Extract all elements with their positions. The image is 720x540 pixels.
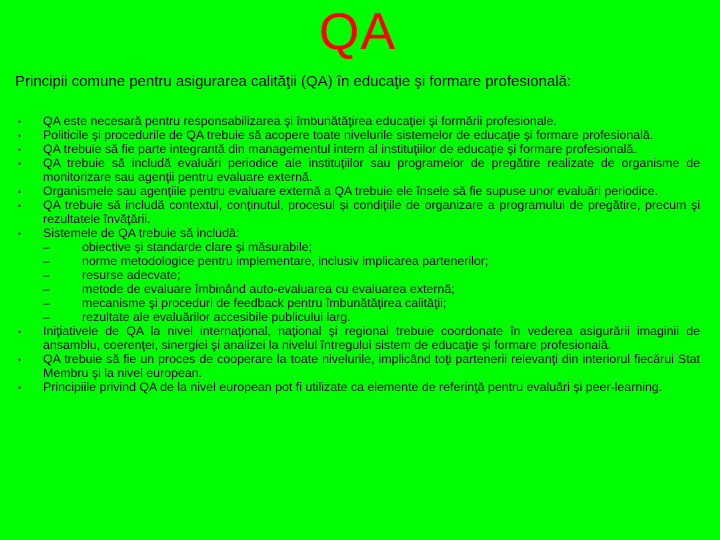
sub-list (43, 240, 700, 324)
sub-list-item-text: mecanisme şi proceduri de feedback pentru îmbunătăţirea calităţii; (82, 296, 447, 310)
bullet-icon: • (18, 131, 22, 141)
sub-list-item-text: resurse adecvate; (82, 268, 181, 282)
list-item (0, 184, 720, 198)
sub-list-item-text: norme metodologice pentru implementare, inclusiv implicarea partenerilor; (82, 254, 489, 268)
list-item (0, 128, 720, 142)
list-item-text: QA este necesară pentru responsabilizarea şi îmbunătăţirea educaţiei şi formării profesionale. (43, 114, 557, 128)
list-item (0, 156, 720, 184)
sub-list-item (43, 296, 700, 310)
list-item-text: QA trebuie să includă contextul, conţinutul, procesul şi condiţiile de organizare a programului de pregătire, precum şi rezultatele învăţării. (43, 198, 700, 226)
bullet-icon: • (18, 117, 22, 127)
sub-list-item (43, 240, 700, 254)
dash-icon: – (43, 296, 50, 310)
sub-list-item-text: metode de evaluare îmbinând auto-evaluarea cu evaluarea externă; (82, 282, 455, 296)
dash-icon: – (43, 282, 50, 296)
bullet-icon: • (18, 159, 22, 169)
list-item (0, 198, 720, 226)
principles-list (0, 114, 720, 394)
bullet-icon: • (18, 145, 22, 155)
sub-list-item (43, 268, 700, 282)
bullet-icon: • (18, 383, 22, 393)
slide-subtitle: Principii comune pentru asigurarea calităţii (QA) în educaţie şi formare profesională: (15, 73, 572, 90)
dash-icon: – (43, 310, 50, 324)
sub-list-item-text: rezultate ale evaluărilor accesibile publicului larg. (82, 310, 351, 324)
bullet-icon: • (18, 355, 22, 365)
list-item (0, 380, 720, 394)
list-item-text: QA trebuie să fie parte integrantă din managementul intern al instituţiilor de educaţie şi formare profesională. (43, 142, 637, 156)
list-item-text: QA trebuie să includă evaluări periodice ale instituţiilor sau programelor de pregătire realizate de organisme de monitorizare sau agenţii pentru evaluare externă. (43, 156, 700, 184)
bullet-icon: • (18, 327, 22, 337)
dash-icon: – (43, 268, 50, 282)
list-item-text: Principiile privind QA de la nivel european pot fi utilizate ca elemente de referinţă pentru evaluări şi peer-learning. (43, 380, 663, 394)
list-item (0, 226, 720, 324)
list-item-text: Politicile şi procedurile de QA trebuie să acopere toate nivelurile sistemelor de educaţie şi formare profesională. (43, 128, 654, 142)
slide-title: QA (318, 3, 397, 61)
list-item-text: Iniţiativele de QA la nivel internaţional, naţional şi regional trebuie coordonate în vederea asigurării imaginii de ansamblu, coerenţei, sinergiei şi analizei la nivelul întregului sistem de educaţie şi formare profesională. (43, 324, 700, 352)
sub-list-item (43, 310, 700, 324)
dash-icon: – (43, 254, 50, 268)
bullet-icon: • (18, 201, 22, 211)
bullet-icon: • (18, 187, 22, 197)
list-item (0, 352, 720, 380)
list-item-text: Organismele sau agenţiile pentru evaluare externă a QA trebuie ele însele să fie supuse unor evaluări periodice. (43, 184, 659, 198)
list-item (0, 324, 720, 352)
bullet-icon: • (18, 229, 22, 239)
list-item-text: Sistemele de QA trebuie să includă: (43, 226, 240, 240)
sub-list-item (43, 282, 700, 296)
list-item (0, 142, 720, 156)
dash-icon: – (43, 240, 50, 254)
list-item (0, 114, 720, 128)
sub-list-item (43, 254, 700, 268)
list-item-text: QA trebuie să fie un proces de cooperare la toate nivelurile, implicând toţi partenerii relevanţi din interiorul fiecărui Stat Membru şi la nivel european. (43, 352, 700, 380)
sub-list-item-text: obiective şi standarde clare şi măsurabile; (82, 240, 313, 254)
